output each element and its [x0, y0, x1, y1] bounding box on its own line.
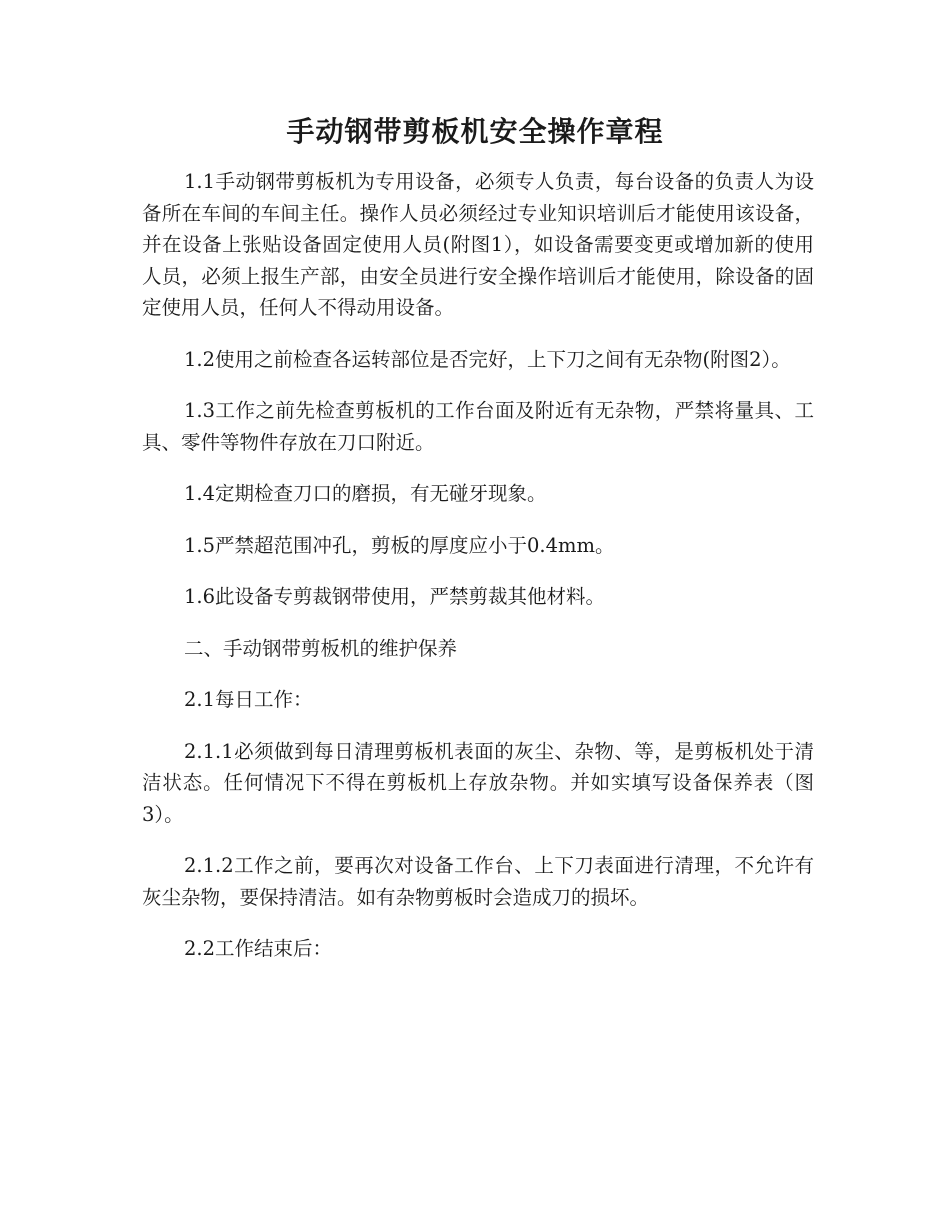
paragraph-2-1: 2.1每日工作： [184, 688, 313, 711]
paragraph-2-1-1: 2.1.1必须做到每日清理剪板机表面的灰尘、杂物、等，是剪板机处于清洁状态。任何情况下不得在剪板机上存放杂物。并如实填写设备保养表（图3）。 [142, 739, 814, 826]
paragraph-2-1-2: 2.1.2工作之前，要再次对设备工作台、上下刀表面进行清理，不允许有灰尘杂物，要保持清洁。如有杂物剪板时会造成刀的损坏。 [142, 854, 814, 909]
document-title: 手动钢带剪板机安全操作章程 [286, 115, 664, 148]
paragraph-1-3: 1.3工作之前先检查剪板机的工作台面及附近有无杂物，严禁将量具、工具、零件等物件存放在刀口附近。 [142, 399, 814, 454]
paragraph-1-2: 1.2使用之前检查各运转部位是否完好，上下刀之间有无杂物(附图2）。 [184, 347, 791, 371]
paragraph-1-4: 1.4定期检查刀口的磨损，有无碰牙现象。 [184, 482, 547, 505]
section-heading-2: 二、手动钢带剪板机的维护保养 [184, 636, 458, 660]
paragraph-1-5: 1.5严禁超范围冲孔，剪板的厚度应小于0.4mm。 [184, 533, 615, 557]
paragraph-1-1: 1.1手动钢带剪板机为专用设备，必须专人负责，每台设备的负责人为设备所在车间的车间主任。操作人员必须经过专业知识培训后才能使用该设备，并在设备上张贴设备固定使用人员(附图1），如设备需要变更或增加新的使用人员，必须上报生产部，由安全员进行安全操作培训后才能使用，除设备的固定使用人员，任何人不得动用设备。 [142, 170, 814, 319]
paragraph-1-6: 1.6此设备专剪裁钢带使用，严禁剪裁其他材料。 [184, 585, 606, 608]
document-body [142, 166, 814, 985]
paragraph-2-2: 2.2工作结束后： [184, 937, 333, 960]
